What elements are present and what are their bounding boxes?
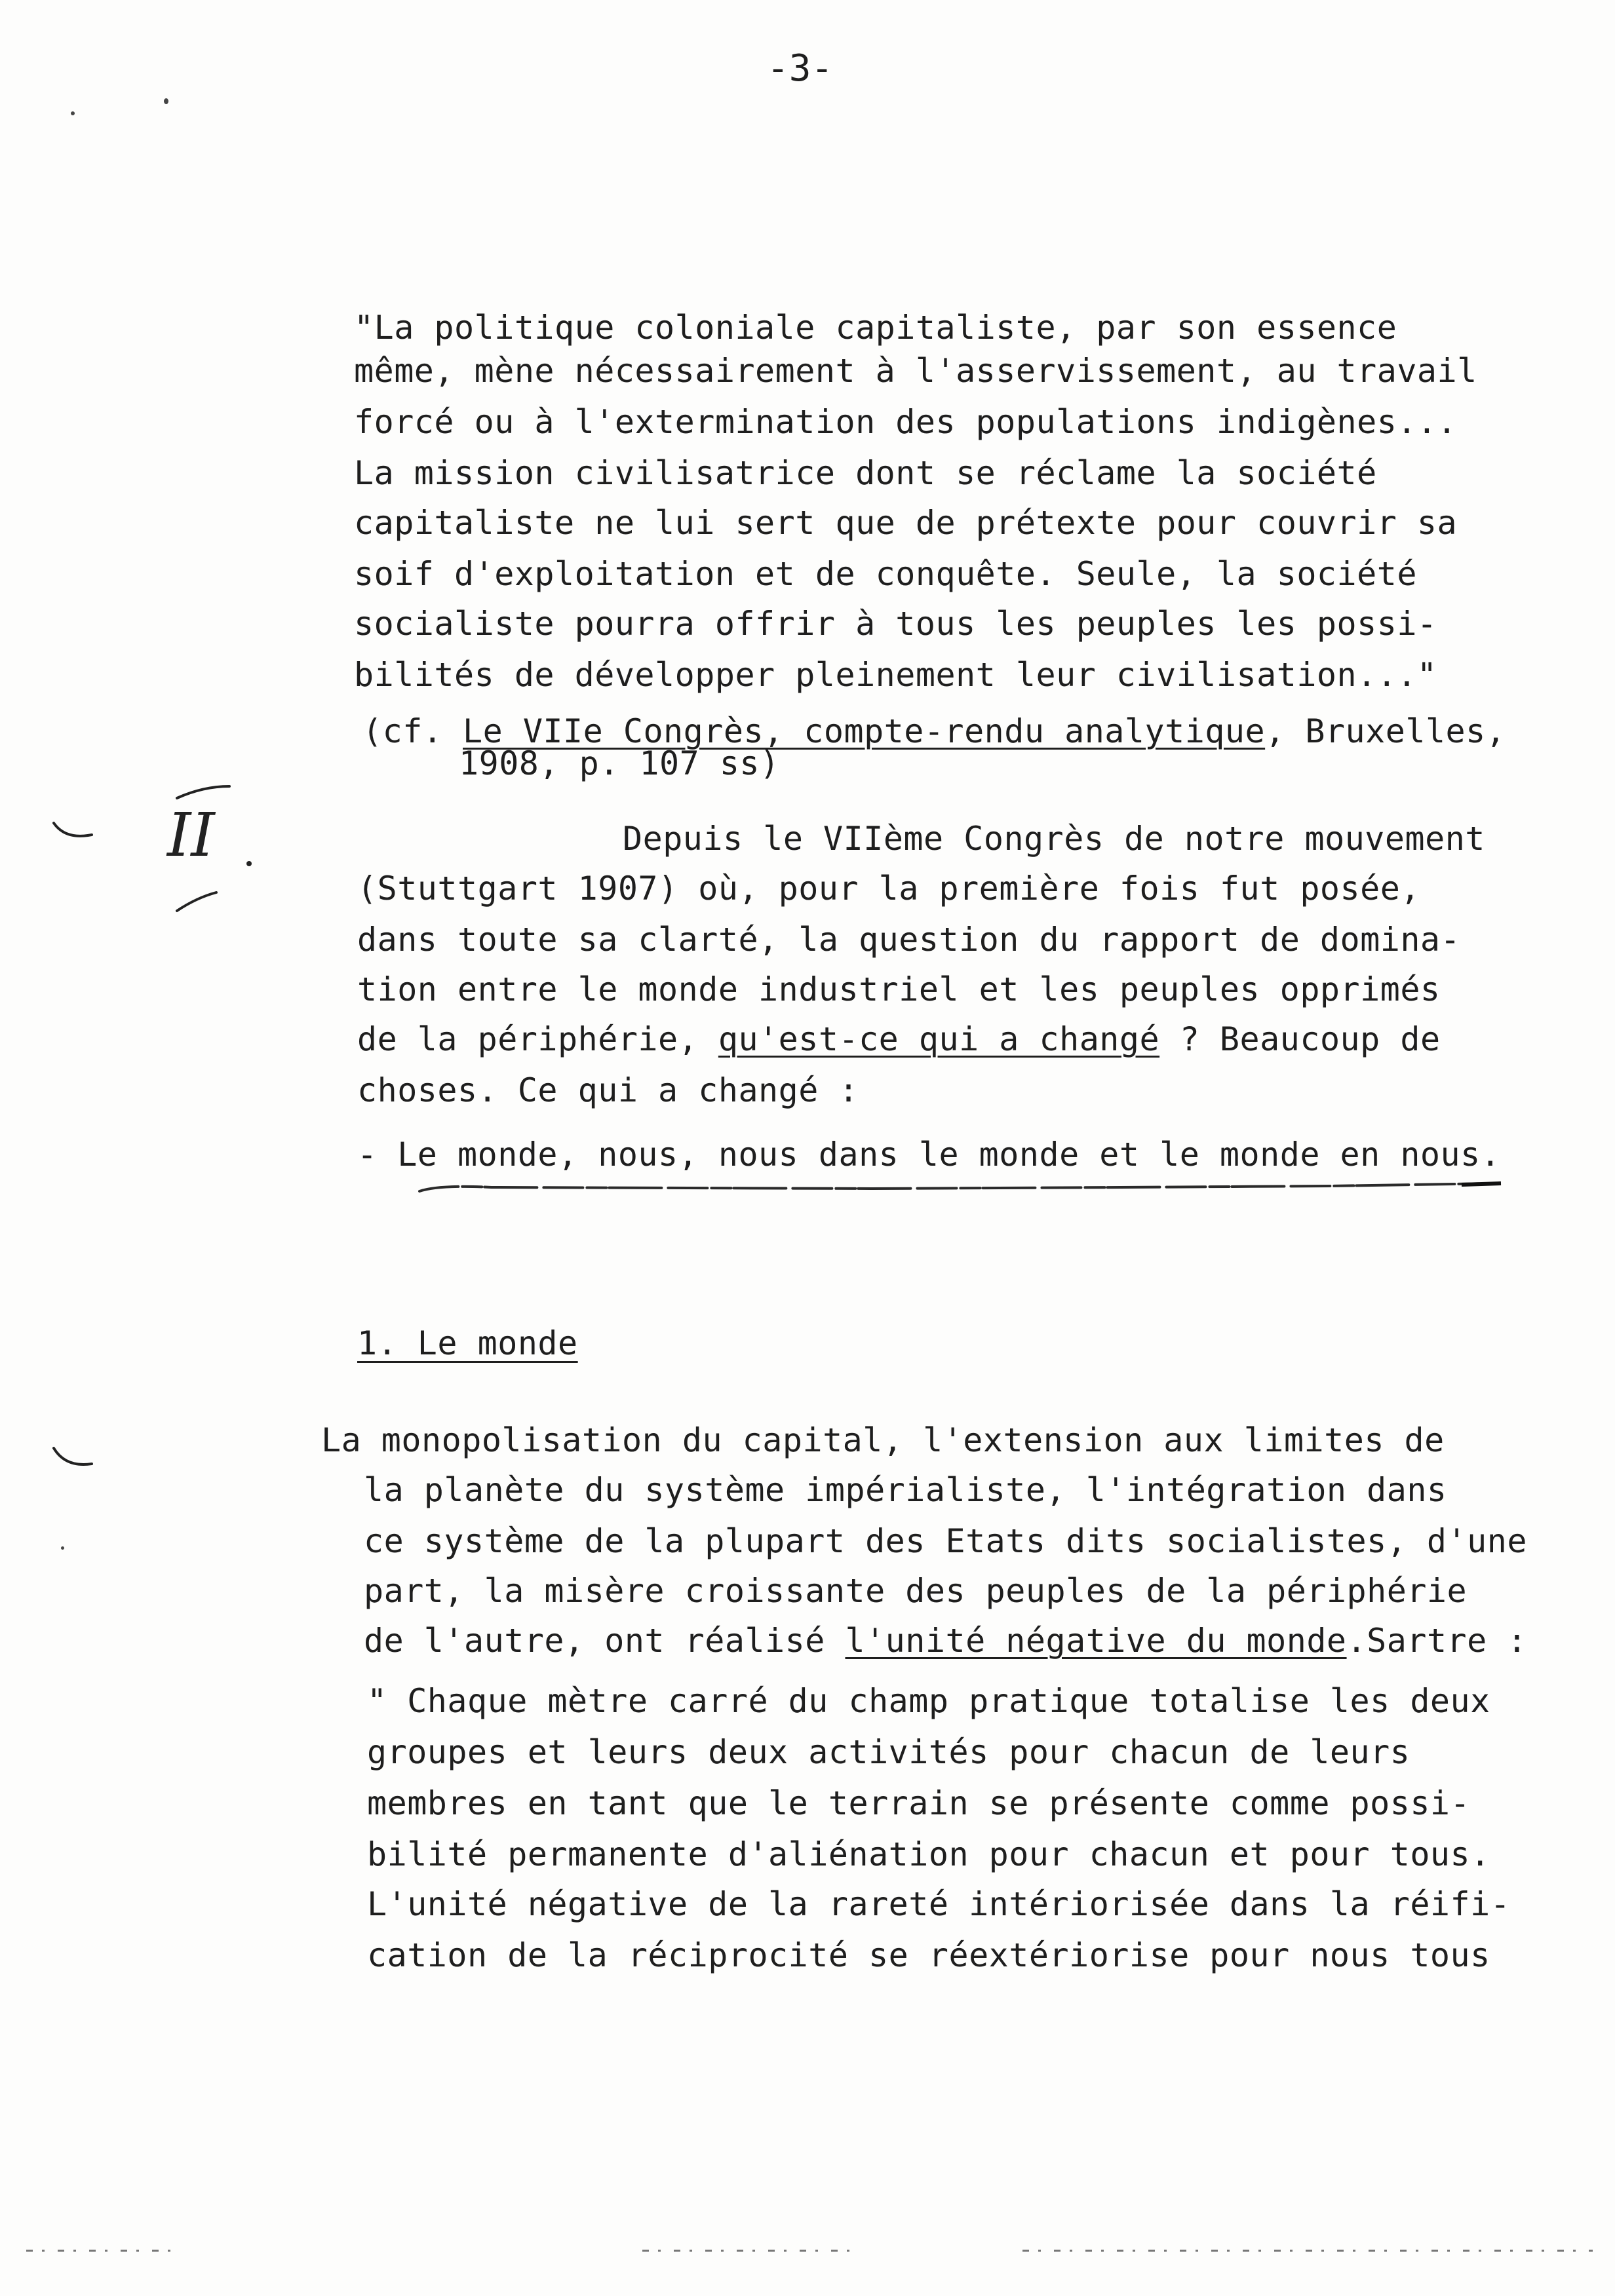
quote-line: " Chaque mètre carré du champ pratique totalise les deux — [367, 1682, 1490, 1720]
margin-bracket-icon — [39, 780, 275, 930]
text-segment: .Sartre : — [1346, 1622, 1527, 1660]
paragraph-line — [364, 1621, 1527, 1660]
citation-prefix: (cf. — [362, 712, 463, 750]
paragraph-line: (Stuttgart 1907) où, pour la première fois fut posée, — [357, 870, 1420, 908]
quote-line: membres en tant que le terrain se présente comme possi- — [367, 1784, 1471, 1822]
text-segment: ? Beaucoup de — [1159, 1020, 1441, 1058]
speck-mark — [61, 1546, 64, 1550]
paragraph-line: ce système de la plupart des Etats dits socialistes, d'une — [364, 1522, 1527, 1560]
text-segment: de l'autre, ont réalisé — [364, 1622, 846, 1660]
quote-line: capitaliste ne lui sert que de prétexte pour couvrir sa — [354, 504, 1458, 542]
quote-line: La mission civilisatrice dont se réclame la société — [354, 454, 1377, 492]
scan-noise-icon — [0, 2244, 1615, 2257]
quote-line: bilités de développer pleinement leur civilisation..." — [354, 656, 1437, 694]
underlined-phrase: l'unité négative du monde — [845, 1622, 1347, 1660]
text-segment: de la périphérie, — [357, 1020, 718, 1058]
quote-line: même, mène nécessairement à l'asservissement, au travail — [354, 352, 1477, 390]
paragraph-line-emphasis: - Le monde, nous, nous dans le monde et le monde en nous. — [357, 1136, 1501, 1174]
quote-line: groupes et leurs deux activités pour chacun de leurs — [367, 1733, 1411, 1771]
quote-line: L'unité négative de la rareté intériorisée dans la réifi- — [367, 1885, 1511, 1923]
speck-mark — [71, 111, 75, 115]
quote-line: socialiste pourra offrir à tous les peuples les possi- — [354, 605, 1437, 643]
citation-title: Le VIIe Congrès, compte-rendu analytique — [463, 712, 1266, 750]
paragraph-line: choses. Ce qui a changé : — [357, 1071, 859, 1109]
paragraph-line — [357, 1020, 1441, 1059]
handwritten-underline-icon — [413, 1179, 1514, 1199]
speck-mark — [164, 98, 168, 104]
margin-tick-icon — [46, 1442, 105, 1481]
quote-line: cation de la réciprocité se réextériorise pour nous tous — [367, 1936, 1490, 1974]
paragraph-line: part, la misère croissante des peuples de la périphérie — [364, 1572, 1468, 1610]
margin-annotation: II — [167, 800, 215, 870]
quote-line: soif d'exploitation et de conquête. Seule, la société — [354, 555, 1417, 593]
section-heading: 1. Le monde — [357, 1324, 578, 1362]
quote-line: bilité permanente d'aliénation pour chacun et pour tous. — [367, 1835, 1490, 1873]
paragraph-line: La monopolisation du capital, l'extension aux limites de — [321, 1421, 1445, 1459]
citation-suffix: , Bruxelles, — [1265, 712, 1506, 750]
quote-line: forcé ou à l'extermination des populations indigènes... — [354, 403, 1458, 441]
paragraph-line: tion entre le monde industriel et les peuples opprimés — [357, 970, 1441, 1008]
paragraph-line: dans toute sa clarté, la question du rapport de domina- — [357, 921, 1461, 959]
paragraph-line: Depuis le VIIème Congrès de notre mouvement — [623, 820, 1485, 858]
paragraph-line: la planète du système impérialiste, l'intégration dans — [364, 1471, 1447, 1509]
underlined-question: qu'est-ce qui a changé — [718, 1020, 1160, 1058]
page-number: -3- — [767, 47, 834, 90]
citation-line-2: 1908, p. 107 ss) — [459, 744, 780, 782]
quote-line: "La politique coloniale capitaliste, par son essence — [354, 309, 1397, 347]
